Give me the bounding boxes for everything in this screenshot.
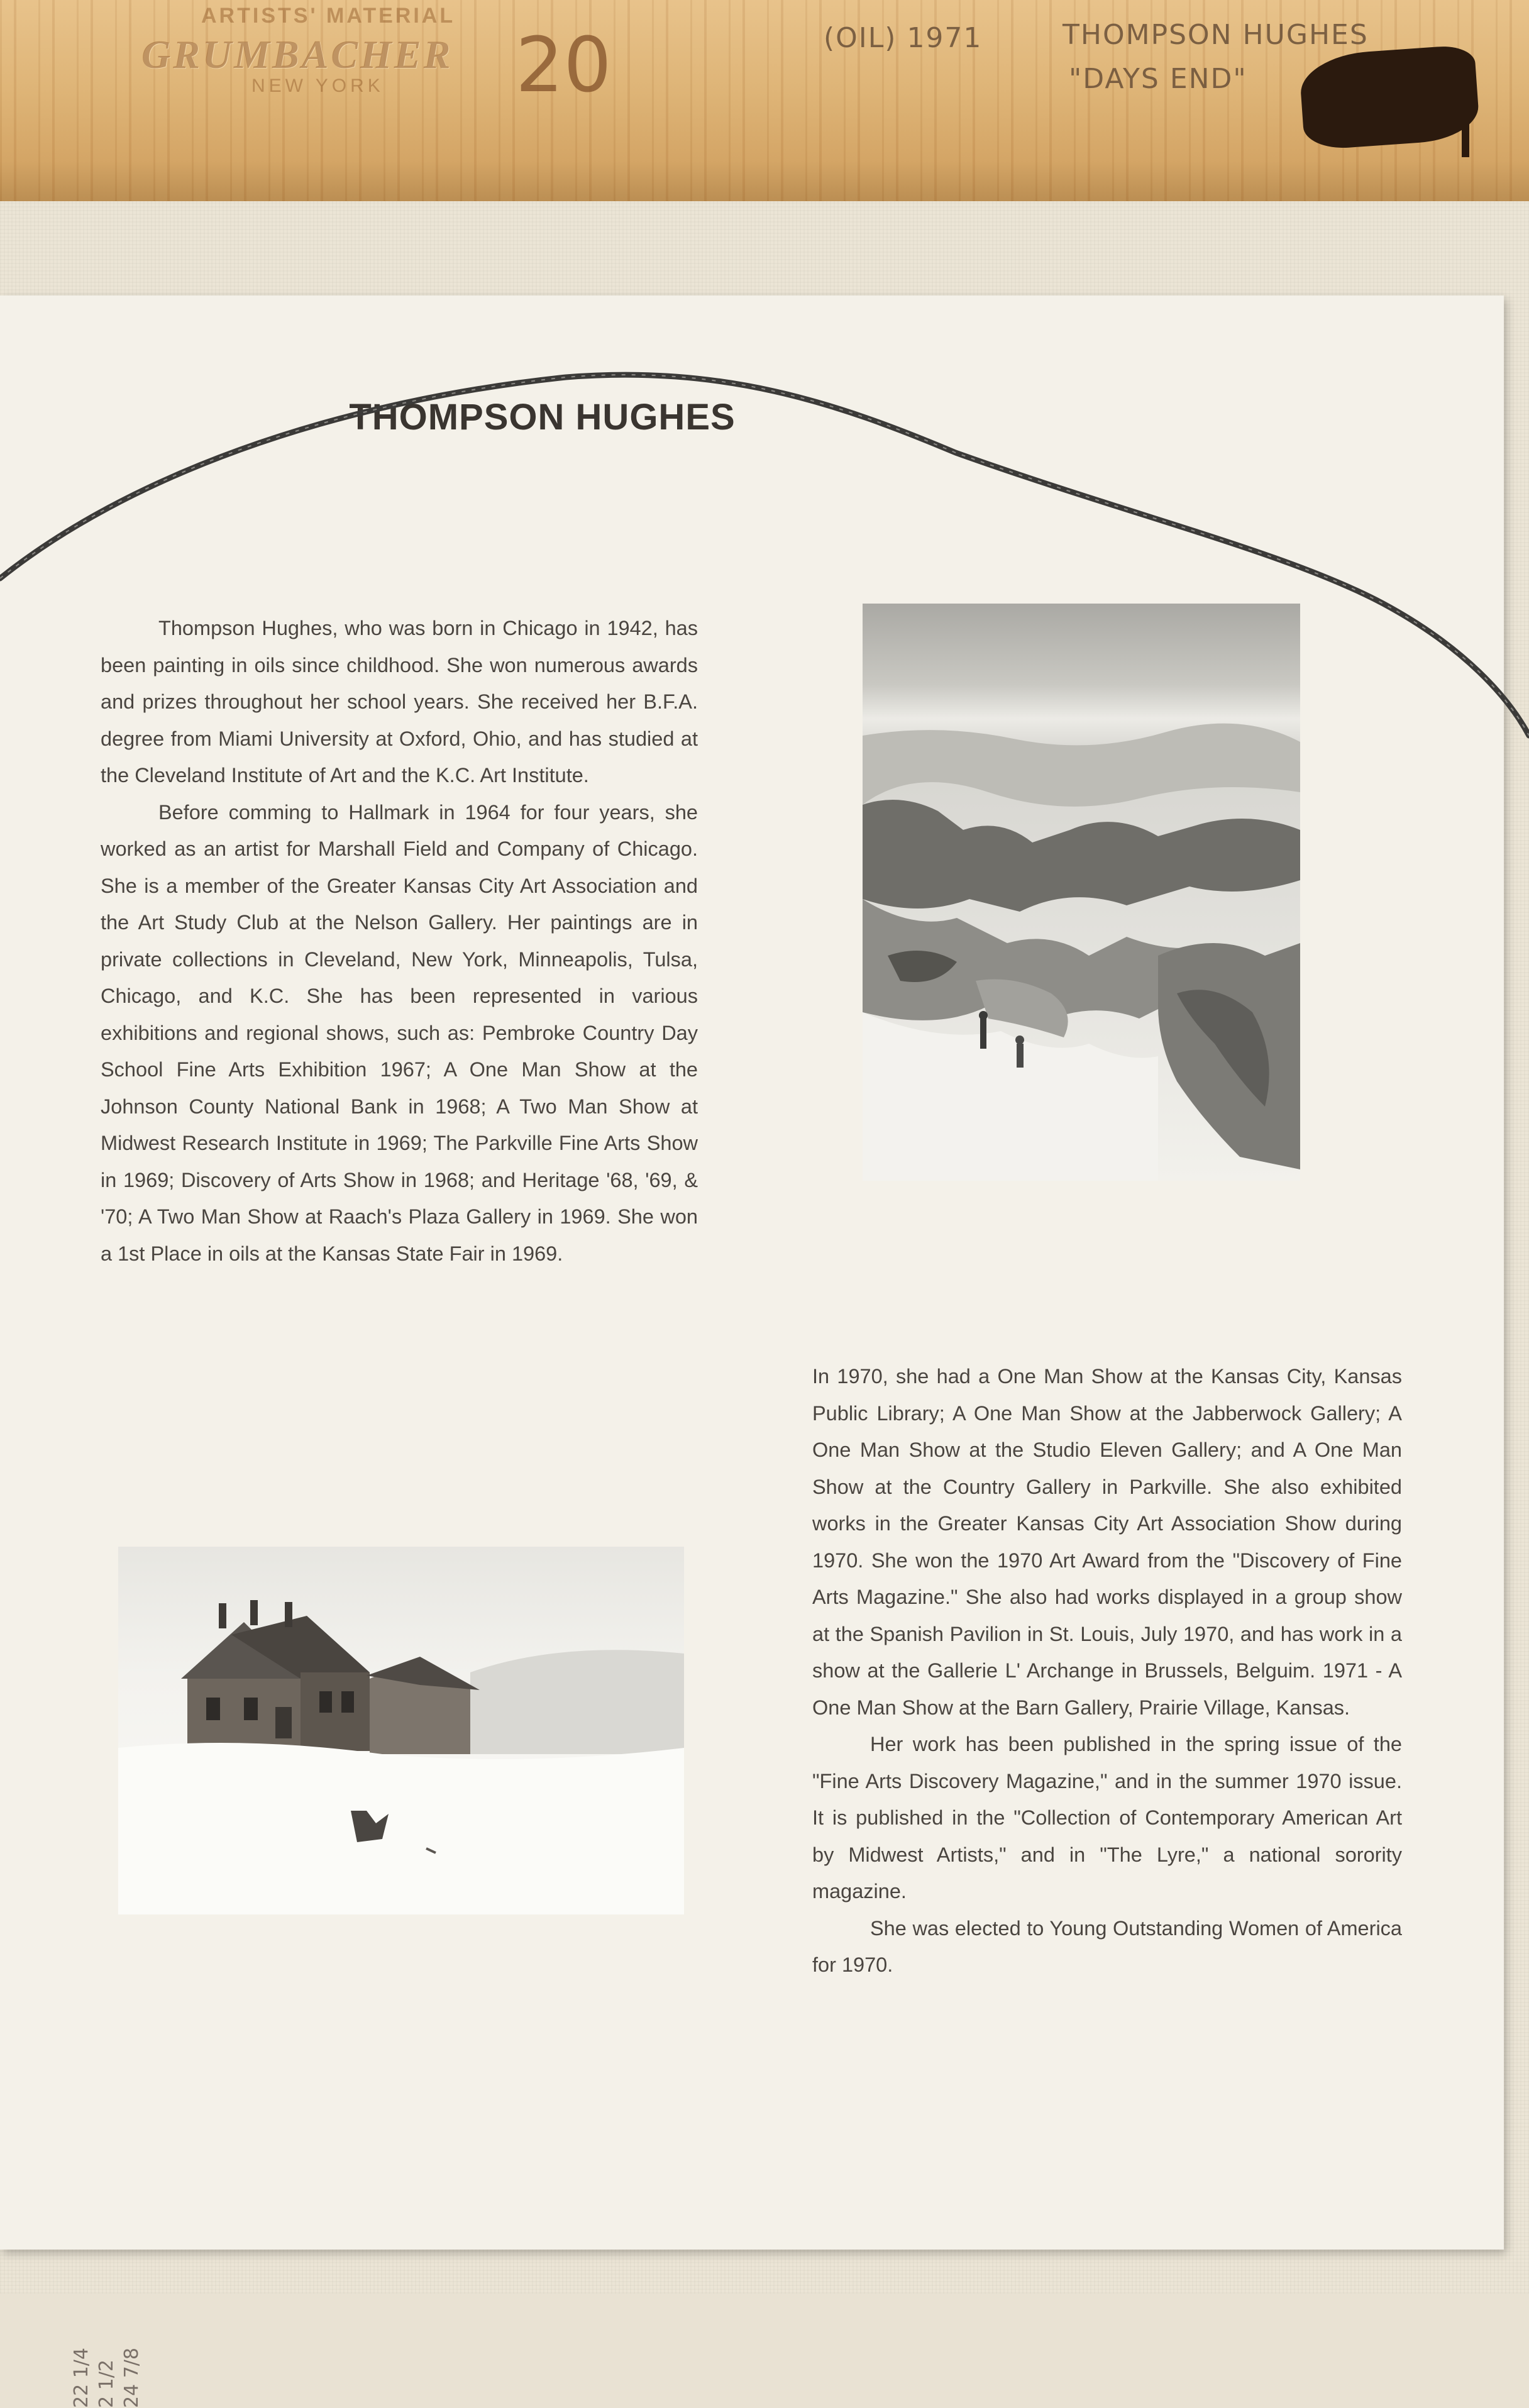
stamp-city: NEW YORK xyxy=(251,75,384,96)
stamp-brand: GRUMBACHER xyxy=(141,32,453,77)
margin-note-3: 24 7/8 xyxy=(121,2348,143,2408)
pencil-margin-notes xyxy=(69,2348,145,2408)
left-paragraph-1: Thompson Hughes, who was born in Chicago in 1942, has been painting in oils since childhood. She won numerous awards and prizes throughout her school years. She received her B.F.A. degree from Miami University at Oxford, Ohio, and has studied at the Cleveland Institute of Art and the K.C. Art Institute. xyxy=(101,617,698,787)
margin-note-1: 22 1/4 xyxy=(70,2348,92,2408)
left-paragraph-2: Before comming to Hallmark in 1964 for four years, she worked as an artist for Marshall Field and Company of Chicago. She is a member of the Greater Kansas City Art Association and the Art Study Club at the Nelson Gallery. Her paintings are in private collections in Cleveland, New York, Minneapolis, Tulsa, Chicago, and K.C. She has been represented in various exhibitions and regional shows, such as: Pembroke Country Day School Fine Arts Exhibition 1967; A One Man Show at the Johnson County National Bank in 1968; A Two Man Show at Midwest Research Institute in 1969; The Parkville Fine Arts Show in 1969; Discovery of Arts Show in 1968; and Heritage '68, '69, & '70; A Two Man Show at Raach's Plaza Gallery in 1969. She won a 1st Place in oils at the Kansas State Fair in 1969. xyxy=(101,800,698,1265)
right-paragraph-2: Her work has been published in the spring issue of the "Fine Arts Discovery Magazine," and in the summer 1970 issue. It is published in the "Collection of Contemporary American Art by Midwest Artists," and in "The Lyre," a national sorority magazine. xyxy=(812,1733,1402,1903)
size-number: 20 xyxy=(516,22,612,109)
margin-note-2: 2 1/2 xyxy=(96,2360,118,2408)
right-paragraph-3: She was elected to Young Outstanding Women of America for 1970. xyxy=(812,1916,1402,1976)
pencil-artist: THOMPSON HUGHES xyxy=(1063,19,1369,51)
pencil-medium-year: (OIL) 1971 xyxy=(824,22,983,54)
page-title: THOMPSON HUGHES xyxy=(349,397,736,438)
stamp-top-line: ARTISTS' MATERIAL xyxy=(201,4,456,28)
right-paragraph-1: In 1970, she had a One Man Show at the Kansas City, Kansas Public Library; A One Man Show at the Jabberwock Gallery; A One Man Show at the Studio Eleven Gallery; and A One Man Show at the Country Gallery in Parkville. She also exhibited works in the Greater Kansas City Art Association Show during 1970. She won the 1970 Art Award from the "Discovery of Fine Arts Magazine." She also had works displayed in a group show at the Spanish Pavilion in St. Louis, July 1970, and has work in a show at the Gallerie L' Archange in Brussels, Belguim. 1971 - A One Man Show at the Barn Gallery, Prairie Village, Kansas. xyxy=(812,1365,1402,1719)
pencil-title: "DAYS END" xyxy=(1069,63,1247,95)
